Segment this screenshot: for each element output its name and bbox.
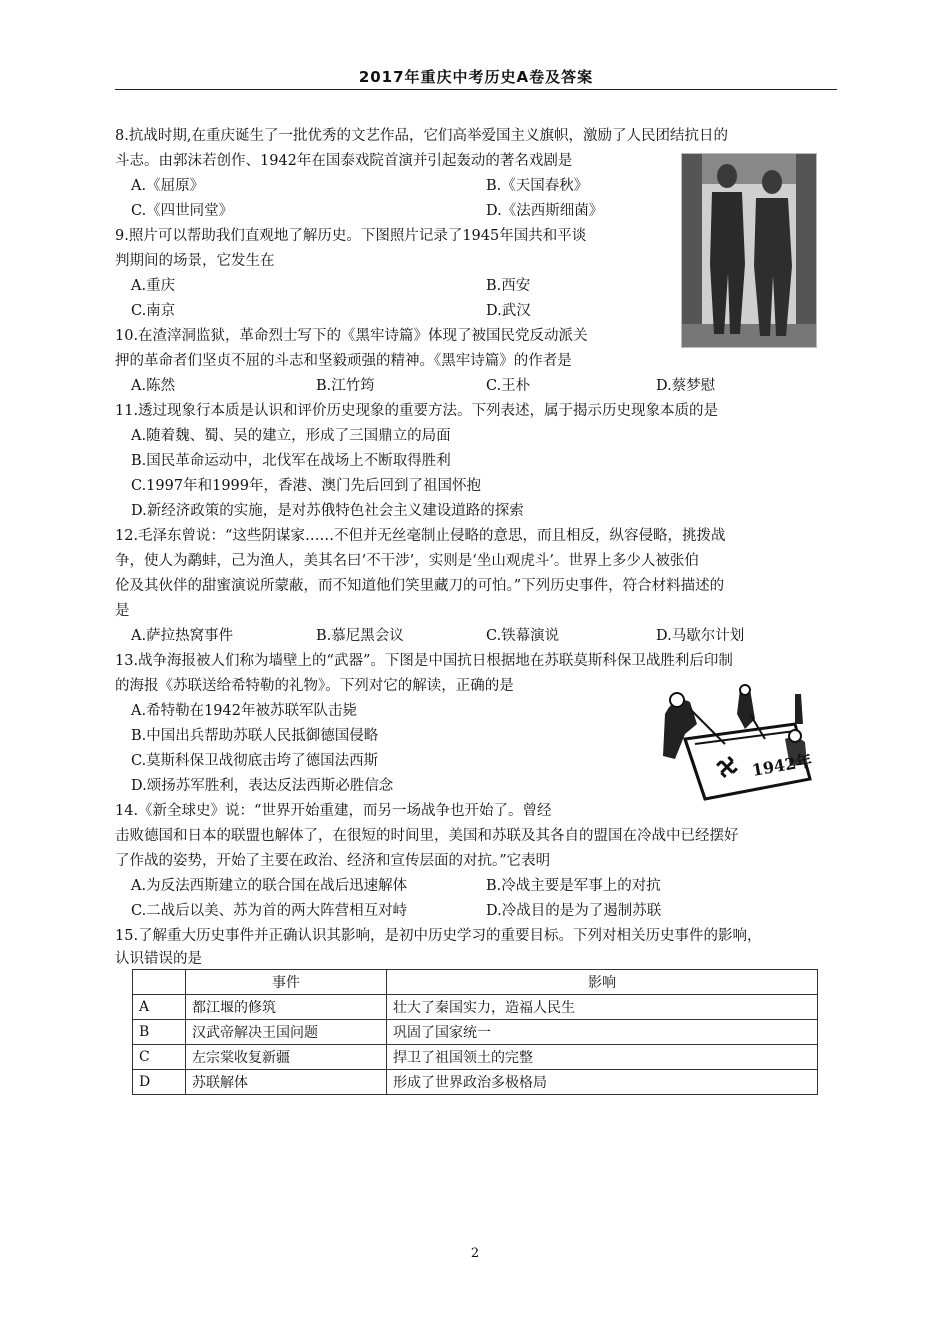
table-header-row xyxy=(133,970,818,995)
table-cell-impact: 壮大了秦国实力，造福人民生 xyxy=(387,995,818,1020)
q11-option-a: A.随着魏、蜀、吴的建立，形成了三国鼎立的局面 xyxy=(131,428,451,444)
q8-option-d: D.《法西斯细菌》 xyxy=(486,203,604,219)
q9-option-a: A.重庆 xyxy=(131,278,176,294)
q10-stem-line1: 10.在渣滓洞监狱，革命烈士写下的《黑牢诗篇》体现了被国民党反动派关 xyxy=(115,328,588,344)
table-cell-impact: 捍卫了祖国领土的完整 xyxy=(387,1045,818,1070)
negotiation-photo xyxy=(681,153,817,348)
table-cell-event: 汉武帝解决王国问题 xyxy=(186,1020,387,1045)
table-row xyxy=(133,1020,818,1045)
q13-stem-line1: 13.战争海报被人们称为墙壁上的“武器”。下图是中国抗日根据地在苏联莫斯科保卫战胜利后印制 xyxy=(115,653,733,669)
q8-stem-line1: 8.抗战时期,在重庆诞生了一批优秀的文艺作品，它们高举爱国主义旗帜，激励了人民团结抗日的 xyxy=(115,128,728,144)
q12-option-b: B.慕尼黑会议 xyxy=(316,628,404,644)
q10-option-a: A.陈然 xyxy=(131,378,176,394)
q9-option-b: B.西安 xyxy=(486,278,531,294)
page-number: 2 xyxy=(470,1246,480,1261)
q14-option-a: A.为反法西斯建立的联合国在战后迅速解体 xyxy=(131,878,408,894)
q14-stem-line1: 14.《新全球史》说：“世界开始重建，而另一场战争也开始了。曾经 xyxy=(115,803,552,819)
q11-stem-line1: 11.透过现象行本质是认识和评价历史现象的重要方法。下列表述，属于揭示历史现象本质的是 xyxy=(115,403,719,419)
q8-option-b: B.《天国春秋》 xyxy=(486,178,589,194)
table-cell-impact: 巩固了国家统一 xyxy=(387,1020,818,1045)
q13-option-a: A.希特勒在1942年被苏联军队击毙 xyxy=(131,703,357,719)
table-header-cell: 事件 xyxy=(186,970,387,995)
q11-option-c: C.1997年和1999年，香港、澳门先后回到了祖国怀抱 xyxy=(131,478,481,494)
q12-option-c: C.铁幕演说 xyxy=(486,628,560,644)
table-row xyxy=(133,1045,818,1070)
table-cell-label: A xyxy=(133,995,186,1020)
table-cell-label: C xyxy=(133,1045,186,1070)
q8-stem-line2: 斗志。由郭沫若创作、1942年在国泰戏院首演并引起轰动的著名戏剧是 xyxy=(115,153,573,169)
q10-option-c: C.王朴 xyxy=(486,378,531,394)
q13-stem-line2: 的海报《苏联送给希特勒的礼物》。下列对它的解读，正确的是 xyxy=(115,678,514,694)
photo-illustration xyxy=(682,154,816,347)
table-cell-label: D xyxy=(133,1070,186,1095)
poster-year-label: 1942年 xyxy=(750,750,814,780)
table-row xyxy=(133,1070,818,1095)
q9-stem-line2: 判期间的场景，它发生在 xyxy=(115,253,275,269)
table-row xyxy=(133,995,818,1020)
q9-stem-line1: 9.照片可以帮助我们直观地了解历史。下图照片记录了1945年国共和平谈 xyxy=(115,228,587,244)
page-header: 2017年重庆中考历史A卷及答案 xyxy=(358,68,594,86)
q8-option-c: C.《四世同堂》 xyxy=(131,203,234,219)
q9-option-d: D.武汉 xyxy=(486,303,531,319)
table-cell-event: 都江堰的修筑 xyxy=(186,995,387,1020)
q12-stem-line3: 伦及其伙伴的甜蜜演说所蒙蔽，而不知道他们笑里藏刀的可怕。”下列历史事件，符合材料描述的 xyxy=(115,578,725,594)
table-cell-event: 苏联解体 xyxy=(186,1070,387,1095)
q13-option-c: C.莫斯科保卫战彻底击垮了德国法西斯 xyxy=(131,753,379,769)
poster-illustration xyxy=(645,684,817,802)
q12-stem-line4: 是 xyxy=(115,603,130,619)
q13-option-b: B.中国出兵帮助苏联人民抵御德国侵略 xyxy=(131,728,379,744)
q10-stem-line2: 押的革命者们坚贞不屈的斗志和坚毅顽强的精神。《黑牢诗篇》的作者是 xyxy=(115,353,572,369)
q15-stem-line1: 15.了解重大历史事件并正确认识其影响，是初中历史学习的重要目标。下列对相关历史事件的影响， xyxy=(115,928,762,944)
q14-stem-line2: 击败德国和日本的联盟也解体了，在很短的时间里，美国和苏联及其各自的盟国在冷战中已经摆好 xyxy=(115,828,739,844)
table-header-cell xyxy=(133,970,186,995)
war-poster xyxy=(645,684,817,802)
q11-option-d: D.新经济政策的实施，是对苏俄特色社会主义建设道路的探索 xyxy=(131,503,524,519)
q12-option-d: D.马歇尔计划 xyxy=(656,628,745,644)
q14-stem-line3: 了作战的姿势，开始了主要在政治、经济和宣传层面的对抗。”它表明 xyxy=(115,853,551,869)
q13-option-d: D.颂扬苏军胜利，表达反法西斯必胜信念 xyxy=(131,778,394,794)
q9-option-c: C.南京 xyxy=(131,303,176,319)
header-rule xyxy=(115,89,837,90)
table-cell-event: 左宗棠收复新疆 xyxy=(186,1045,387,1070)
q11-option-b: B.国民革命运动中，北伐军在战场上不断取得胜利 xyxy=(131,453,451,469)
q10-option-b: B.江竹筠 xyxy=(316,378,375,394)
q12-stem-line2: 争，使人为鹬蚌，己为渔人，美其名曰‘不干涉’，实则是‘坐山观虎斗’。世界上多少人被张伯 xyxy=(115,553,699,569)
q8-option-a: A.《屈原》 xyxy=(131,178,205,194)
q14-option-d: D.冷战目的是为了遏制苏联 xyxy=(486,903,662,919)
q12-option-a: A.萨拉热窝事件 xyxy=(131,628,234,644)
q10-option-d: D.蔡梦慰 xyxy=(656,378,716,394)
q15-stem-line2: 认识错误的是 xyxy=(115,951,202,967)
q14-option-b: B.冷战主要是军事上的对抗 xyxy=(486,878,661,894)
q14-option-c: C.二战后以美、苏为首的两大阵营相互对峙 xyxy=(131,903,408,919)
q12-stem-line1: 12.毛泽东曾说：“这些阴谋家……不但并无丝毫制止侵略的意思，而且相反，纵容侵略，挑拨战 xyxy=(115,528,726,544)
q15-table xyxy=(132,969,818,1095)
table-header-cell: 影响 xyxy=(387,970,818,995)
table-cell-impact: 形成了世界政治多极格局 xyxy=(387,1070,818,1095)
table-cell-label: B xyxy=(133,1020,186,1045)
